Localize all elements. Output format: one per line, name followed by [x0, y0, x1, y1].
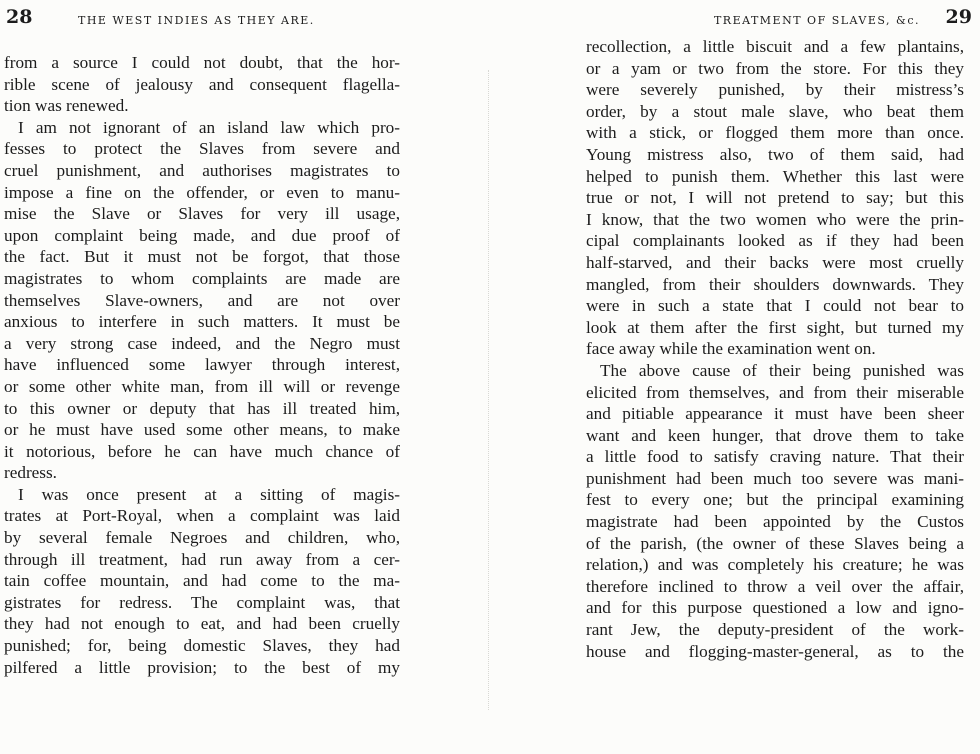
text-line: a very strong case indeed, and the Negro must: [4, 333, 400, 353]
text-line: true or not, I will not pretend to say; but this: [586, 188, 964, 208]
text-line: I know, that the two women who were the prin-: [586, 209, 964, 229]
text-line: of the parish, (the owner of these Slaves being a: [586, 533, 964, 553]
text-line: magistrate had been appointed by the Custos: [586, 512, 964, 532]
page-number: 28: [6, 6, 33, 28]
text-line: and for this purpose questioned a low and igno-: [586, 598, 964, 618]
text-line: cruel punishment, and authorises magistrates to: [4, 160, 400, 180]
text-line: with a stick, or flogged them more than once.: [586, 123, 964, 143]
text-line: mise the Slave or Slaves for very ill usage,: [4, 204, 400, 224]
text-line: magistrates to whom complaints are made are: [4, 268, 400, 288]
page-number: 29: [945, 6, 972, 28]
text-line: impose a fine on the offender, or even to manu-: [4, 182, 400, 202]
text-line: it notorious, before he can have much chance of: [4, 441, 400, 461]
text-line: punished; for, being domestic Slaves, they had: [4, 636, 400, 656]
text-line: anxious to interfere in such matters. It must be: [4, 312, 400, 332]
text-line: elicited from themselves, and from their miserable: [586, 382, 964, 402]
text-line: or he must have used some other means, to make: [4, 420, 400, 440]
text-line: Young mistress also, two of them said, had: [586, 144, 964, 164]
text-line: I am not ignorant of an island law which pro-: [18, 117, 400, 137]
text-line: rible scene of jealousy and consequent flagella-: [4, 74, 400, 94]
text-line: tion was renewed.: [4, 96, 129, 116]
text-line: a little food to satisfy craving nature. That their: [586, 447, 964, 467]
text-line: helped to punish them. Whether this last were: [586, 166, 964, 186]
text-line: by several female Negroes and children, who,: [4, 528, 400, 548]
text-line: The above cause of their being punished was: [600, 360, 964, 380]
right-page: [490, 0, 980, 754]
right-page-header: [490, 6, 980, 30]
text-line: therefore inclined to throw a veil over the affair,: [586, 576, 964, 596]
left-page-body: [4, 52, 400, 678]
running-head: TREATMENT OF SLAVES, &c.: [713, 14, 920, 27]
text-line: gistrates for redress. The complaint was, that: [4, 592, 400, 612]
text-line: to this owner or deputy that has ill treated him,: [4, 398, 400, 418]
text-line: want and keen hunger, that drove them to take: [586, 425, 964, 445]
text-line: were severely punished, by their mistress’s: [586, 80, 964, 100]
text-line: half-starved, and their backs were most cruelly: [586, 252, 964, 272]
text-line: cipal complainants looked as if they had been: [586, 231, 964, 251]
text-line: relation,) and was completely his creature; he was: [586, 555, 964, 575]
text-line: rant Jew, the deputy-president of the work-: [586, 620, 964, 640]
text-line: look at them after the first sight, but turned my: [586, 317, 964, 337]
left-page-header: [0, 6, 490, 30]
text-line: or a yam or two from the store. For this they: [586, 58, 964, 78]
text-line: I was once present at a sitting of magis-: [18, 484, 400, 504]
text-line: were in such a state that I could not bear to: [586, 296, 964, 316]
text-line: have influenced some lawyer through interest,: [4, 355, 400, 375]
text-line: face away while the examination went on.: [586, 339, 876, 359]
text-line: order, by a stout male slave, who beat them: [586, 101, 964, 121]
text-line: house and flogging-master-general, as to the: [586, 641, 964, 661]
text-line: trates at Port-Royal, when a complaint was laid: [4, 506, 400, 526]
text-line: fesses to protect the Slaves from severe and: [4, 139, 400, 159]
text-line: pilfered a little provision; to the best of my: [4, 657, 400, 677]
text-line: punishment had been much too severe was mani-: [586, 468, 964, 488]
right-page-body: [586, 36, 964, 662]
text-line: themselves Slave-owners, and are not over: [4, 290, 400, 310]
text-line: through ill treatment, had run away from a cer-: [4, 549, 400, 569]
text-line: the fact. But it must not be forgot, that those: [4, 247, 400, 267]
text-line: upon complaint being made, and due proof of: [4, 225, 400, 245]
text-line: tain coffee mountain, and had come to the ma-: [4, 571, 400, 591]
text-line: fest to every one; but the principal examining: [586, 490, 964, 510]
text-line: recollection, a little biscuit and a few plantains,: [586, 37, 964, 56]
text-line: from a source I could not doubt, that the hor-: [4, 53, 400, 72]
text-line: and pitiable appearance it must have been sheer: [586, 404, 964, 424]
text-line: or some other white man, from ill will or revenge: [4, 376, 400, 396]
text-line: mangled, from their shoulders downwards. They: [586, 274, 964, 294]
text-line: redress.: [4, 463, 57, 483]
text-line: they had not enough to eat, and had been cruelly: [4, 614, 400, 634]
running-head: THE WEST INDIES AS THEY ARE.: [78, 14, 315, 27]
